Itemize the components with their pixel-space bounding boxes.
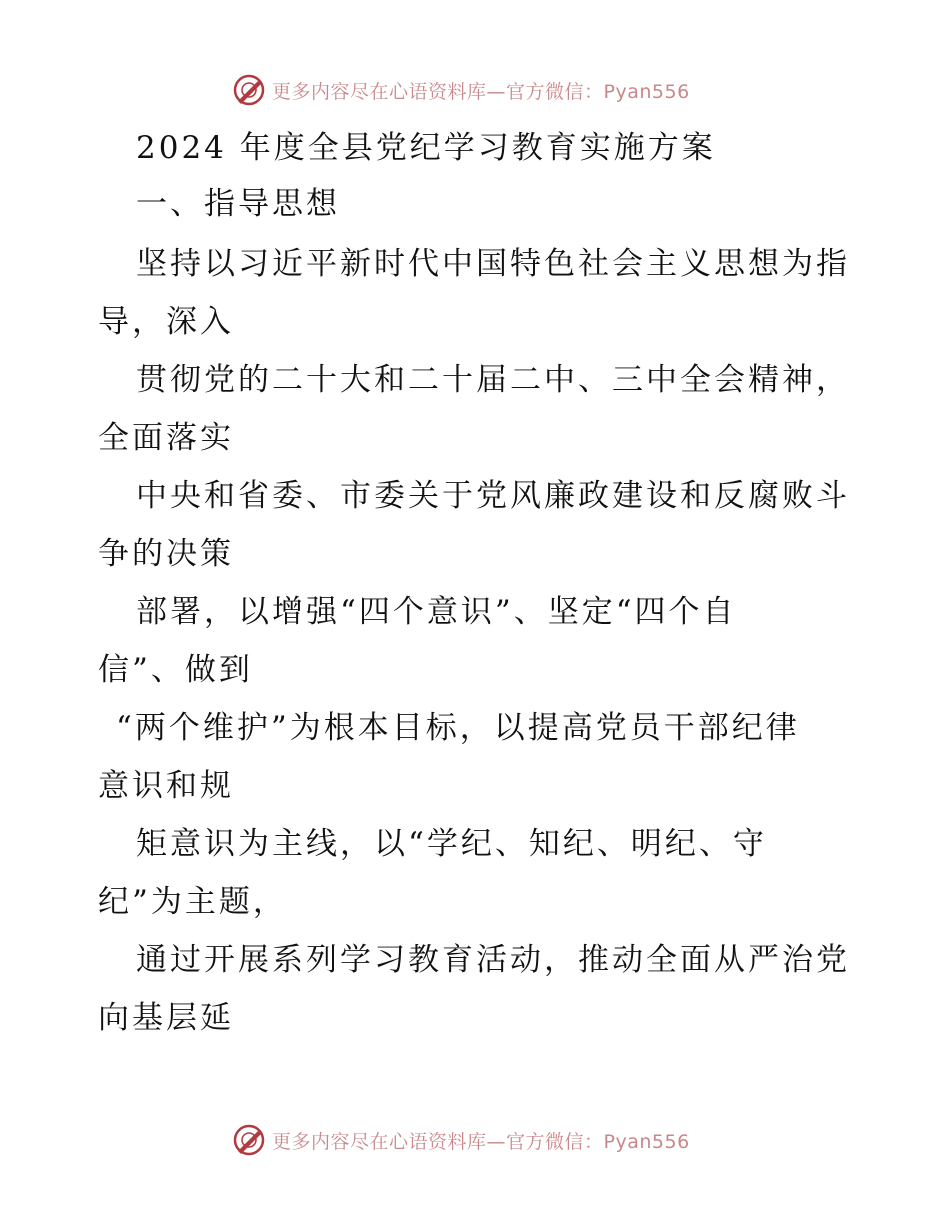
paragraph-line: 矩意识为主线，以“学纪、知纪、明纪、守 [136,826,767,862]
paragraph-line: 向基层延 [98,1000,234,1036]
watermark-text: 更多内容尽在心语资料库—官方微信：Pyan556 [272,1130,690,1153]
paragraph-line: 意识和规 [98,768,234,804]
paragraph-line: 争的决策 [98,536,234,572]
paragraph-line: 中央和省委、市委关于党风廉政建设和反腐败斗 [136,478,850,514]
document-title: 2024 年度全县党纪学习教育实施方案 [136,130,716,166]
watermark-banner-top [232,72,690,108]
brush-logo-icon [232,73,266,107]
paragraph-line: 通过开展系列学习教育活动，推动全面从严治党 [136,942,850,978]
paragraph-line: 导，深入 [98,304,234,340]
watermark-banner-bottom [232,1122,690,1158]
paragraph-line: 贯彻党的二十大和二十届二中、三中全会精神， [136,362,850,398]
brush-logo-icon [232,1123,266,1157]
section-heading: 一、指导思想 [136,186,340,222]
paragraph-line: 全面落实 [98,420,234,456]
paragraph-line: 坚持以习近平新时代中国特色社会主义思想为指 [136,246,850,282]
watermark-text: 更多内容尽在心语资料库—官方微信：Pyan556 [272,80,690,103]
paragraph-line: “两个维护”为根本目标，以提高党员干部纪律 [116,710,800,746]
paragraph-line: 部署，以增强“四个意识”、坚定“四个自 [136,594,737,630]
paragraph-line: 纪”为主题， [98,884,287,920]
paragraph-line: 信”、做到 [98,652,253,688]
